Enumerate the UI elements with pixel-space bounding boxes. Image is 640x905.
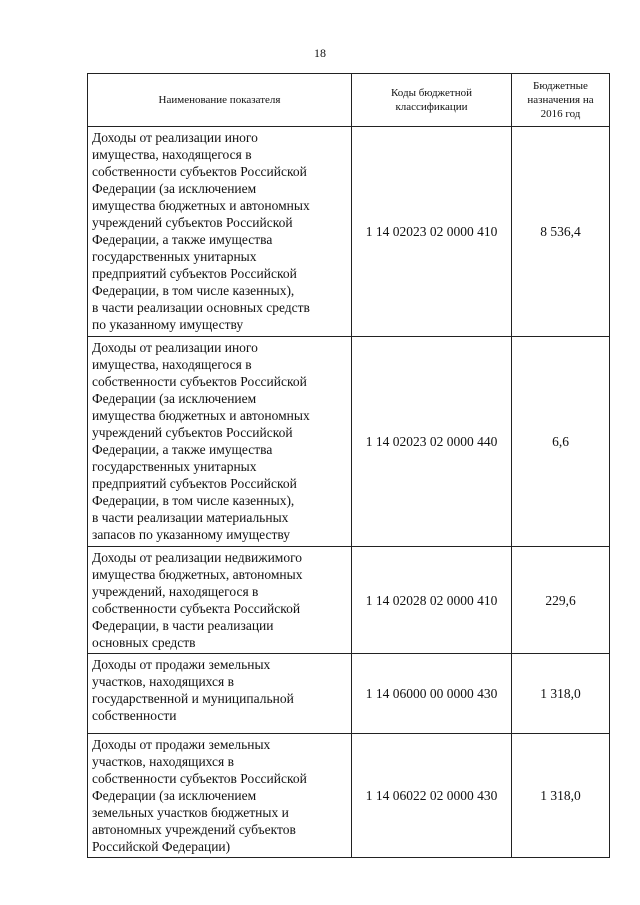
- budget-value-cell: 6,6: [512, 337, 610, 547]
- header-budget-codes: Коды бюджетной классификации: [352, 74, 512, 127]
- page-number: 18: [314, 46, 326, 60]
- indicator-name-cell: Доходы от продажи земельных участков, находящихся в государственной и муниципальной собственности: [88, 654, 352, 734]
- budget-code-cell: 1 14 06000 00 0000 430: [352, 654, 512, 734]
- table-row: [88, 127, 610, 337]
- indicator-name-cell: Доходы от продажи земельных участков, находящихся в собственности субъектов Российской Федерации (за исключением земельных участков бюджетных и автономных учреждений субъектов Российской Федерации): [88, 734, 352, 858]
- budget-value-cell: 8 536,4: [512, 127, 610, 337]
- table-header-row: [88, 74, 610, 127]
- table-row: [88, 337, 610, 547]
- indicator-name-cell: Доходы от реализации недвижимого имущества бюджетных, автономных учреждений, находящегося в собственности субъекта Российской Федерации, в части реализации основных средств: [88, 547, 352, 654]
- header-budget-assignments: Бюджетные назначения на 2016 год: [512, 74, 610, 127]
- budget-table: [87, 73, 610, 858]
- budget-code-cell: 1 14 06022 02 0000 430: [352, 734, 512, 858]
- budget-code-cell: 1 14 02023 02 0000 410: [352, 127, 512, 337]
- table-row: [88, 654, 610, 734]
- budget-code-cell: 1 14 02028 02 0000 410: [352, 547, 512, 654]
- budget-value-cell: 1 318,0: [512, 734, 610, 858]
- budget-code-cell: 1 14 02023 02 0000 440: [352, 337, 512, 547]
- budget-value-cell: 229,6: [512, 547, 610, 654]
- table-row: [88, 547, 610, 654]
- indicator-name-cell: Доходы от реализации иного имущества, находящегося в собственности субъектов Российской Федерации (за исключением имущества бюджетных и автономных учреждений субъектов Российской Федерации, а также имущества государственных унитарных предприятий субъектов Российской Федерации, в том числе казенных), в части реализации основных средств по указанному имуществу: [88, 127, 352, 337]
- budget-value-cell: 1 318,0: [512, 654, 610, 734]
- indicator-name-cell: Доходы от реализации иного имущества, находящегося в собственности субъектов Российской Федерации (за исключением имущества бюджетных и автономных учреждений субъектов Российской Федерации, а также имущества государственных унитарных предприятий субъектов Российской Федерации, в том числе казенных), в части реализации материальных запасов по указанному имуществу: [88, 337, 352, 547]
- header-indicator-name: Наименование показателя: [88, 74, 352, 127]
- table-row: [88, 734, 610, 858]
